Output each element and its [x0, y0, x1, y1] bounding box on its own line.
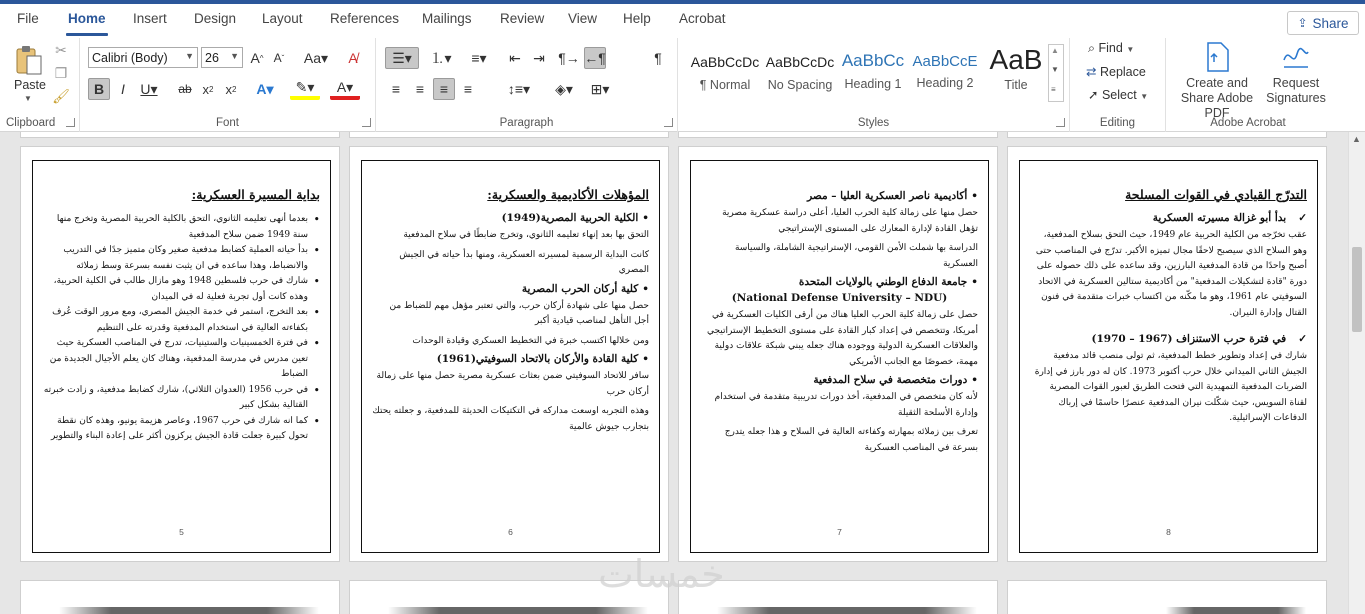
acrobat-group [1166, 38, 1330, 132]
format-painter-icon[interactable]: 🖌 [52, 87, 70, 104]
page-title: بداية المسيرة العسكرية: [191, 187, 320, 202]
vertical-scrollbar[interactable] [1348, 132, 1365, 614]
page-border [1019, 160, 1318, 553]
highlight-button[interactable]: ✎▾ [290, 78, 320, 100]
paste-dropdown-icon[interactable]: ▼ [24, 94, 32, 103]
page-6[interactable] [349, 146, 669, 562]
list-item: • شارك في حرب فلسطين 1948 وهو مازال طالب في الكلية الحربية، وهذه كانت أول تجربة فعلية له في الميدان [43, 274, 320, 305]
chevron-down-icon: ▼ [185, 51, 194, 61]
section-heading: ✓ في فترة حرب الاستنزاف (1967 – 1970) [1030, 333, 1307, 345]
align-left-button[interactable]: ≡ [391, 81, 401, 97]
paragraph: التحق بها بعد إنهاء تعليمه الثانوي، وتخرج ضابطًا في سلاح المدفعية [403, 230, 649, 240]
acrobat-group-label: Adobe Acrobat [1210, 117, 1286, 129]
font-group [80, 38, 376, 132]
shrink-font-button[interactable]: A ˇ [273, 51, 285, 65]
list-item: • كما انه شارك في حرب 1967، وعاصر هزيمة يونيو، وهذه كان نقطة تحول كبيرة جعلت قادة الجيش يركزون أكثر على إعادة البناء والتطوير [43, 414, 320, 445]
page-number: 7 [837, 527, 842, 537]
clipboard-group-label: Clipboard [6, 117, 56, 129]
font-size-value: 26 [205, 50, 219, 65]
editing-group-label: Editing [1099, 117, 1136, 129]
paragraph: وهذه التجربه اوسعت مداركه في التكتيكات الحديثة للمدفعية، و جعلته يحتك بتجارب جيوش عالمية [372, 406, 649, 432]
page-title: المؤهلات الأكاديمية والعسكرية: [487, 187, 649, 202]
watermark-logo: خمسات [598, 552, 725, 596]
paragraph: حصل منها على زمالة كلية الحرب العليا، أعلى دراسة عسكرية مصرية تؤهل القادة لإدارة المعارك على المستوى الإستراتيجي [722, 208, 978, 234]
clipboard-dialog-launcher[interactable] [66, 118, 75, 127]
page-border [361, 160, 660, 553]
tab-design[interactable]: Design [194, 11, 237, 26]
tab-help[interactable]: Help [623, 11, 651, 26]
paste-icon [13, 44, 45, 76]
font-group-label: Font [215, 117, 239, 129]
style-normal-sample: AaBbCcDc [690, 54, 760, 70]
section-heading: • جامعة الدفاع الوطني بالولايات المتحدة [701, 276, 978, 288]
rtl-direction-button[interactable]: ←¶ [584, 47, 606, 69]
style-heading-1-name: Heading 1 [844, 77, 902, 91]
section-heading: • كلية القادة والأركان بالاتحاد السوفيتي(1961) [372, 353, 649, 365]
style-no-spacing[interactable] [763, 44, 837, 102]
styles-group [678, 38, 1070, 132]
tab-insert[interactable]: Insert [133, 11, 167, 26]
page-8[interactable] [1007, 146, 1327, 562]
show-formatting-marks-button[interactable]: ¶ [654, 50, 662, 66]
scroll-up-icon[interactable]: ▲ [1352, 134, 1361, 144]
tab-file[interactable]: File [17, 11, 39, 26]
section-heading: • دورات متخصصة في سلاح المدفعية [701, 374, 978, 386]
align-right-button[interactable]: ≡ [433, 78, 455, 100]
styles-dialog-launcher[interactable] [1056, 118, 1065, 127]
share-label: Share [1312, 15, 1349, 31]
cursor-icon: ➚ [1088, 88, 1099, 102]
clipboard-group [0, 38, 80, 132]
signature-icon [1281, 42, 1311, 72]
style-normal[interactable] [687, 44, 763, 102]
chevron-down-icon: ▼ [1140, 92, 1149, 101]
section-heading: ✓ بدأ أبو غزالة مسيرته العسكرية [1030, 212, 1307, 224]
list-item: • في حرب 1956 (العدوان الثلاثي)، شارك كضابط مدفعية، و زادت خبرته القتالية بشكل كبير [43, 383, 320, 414]
page-row-top-1 [20, 132, 340, 138]
paragraph-group [376, 38, 678, 132]
create-share-pdf-label: Create and Share Adobe PDF [1180, 76, 1254, 120]
copy-icon[interactable]: ❐ [54, 64, 68, 81]
center-button[interactable]: ≡ [415, 81, 425, 97]
bold-button[interactable]: B [88, 78, 110, 100]
font-dialog-launcher[interactable] [362, 118, 371, 127]
line-spacing-button[interactable]: ↕≡▾ [507, 80, 531, 97]
list-item: • بعدما أنهى تعليمه الثانوي، التحق بالكلية الحربية المصرية وتخرج منها سنة 1949 ضمن سلاح المدفعية [43, 212, 320, 243]
style-title[interactable] [981, 44, 1051, 102]
chevron-up-icon[interactable]: ▲ [1051, 46, 1059, 55]
paragraph-dialog-launcher[interactable] [664, 118, 673, 127]
page-9[interactable] [20, 580, 340, 614]
numbering-button[interactable]: ⒈▾ [430, 50, 452, 66]
justify-button[interactable]: ≡ [463, 81, 473, 97]
list-item: • بعد التخرج، استمر في خدمة الجيش المصري، ومع مرور الوقت عُرف بكفاءته العالية في استخدام المدفعية وقدرته على التنظيم [43, 305, 320, 336]
shading-button[interactable]: ◈▾ [555, 80, 573, 97]
paragraph: لأنه كان متخصص في المدفعية، أخذ دورات تدريبية متقدمة في استخدام وإدارة الأسلحة الثقيلة [714, 392, 978, 418]
replace-icon: ⇄ [1086, 65, 1097, 79]
share-button[interactable] [1287, 11, 1359, 35]
paragraph: عقب تخرّجه من الكلية الحربية عام 1949، حيث التحق بسلاح المدفعية، وهو السلاح الذي سيصبح لاحقًا مجال تميزه الأكبر. تدرّج في المناصب حتى أصبح واحدًا من قادة المدفعية البارزين، وقد ساعده على ذلك حصوله على دورة "قادة لتشكيلات المدفعية" من أكاديمية ستالين العسكرية في الاتحاد السوفيتي عام 1961، وهو ما مكّنه من اكتساب خبرات متقدمة في فنون القتال وإدارة النيران. [1035, 230, 1307, 318]
ribbon-tab-bar [0, 0, 1365, 38]
paragraph: الدراسة بها شملت الأمن القومي، الإستراتيجية الشاملة، والسياسة العسكرية [734, 243, 978, 269]
paste-button[interactable] [8, 42, 50, 106]
bullets-button[interactable]: ☰▾ [385, 47, 419, 69]
page-title-partial [717, 607, 977, 614]
paragraph: حصل على زمالة كلية الحرب العليا هناك من أرقى الكليات العسكرية في أمريكا، وتتخصص في إعداد كبار القادة على مستوى التخطيط الإستراتيجي والعلاقات العسكرية الدولية ووجوده هناك جعله يبني شبكة علاقات دولية مهمة، خصوصًا مع الجانب الأمريكي [706, 310, 978, 367]
list-item: • في فترة الخمسينيات والستينيات، تدرج في المناصب العسكرية حيث تعين مدرس في مدرسة المدفعية، وهناك كان يعلم الأجيال الجديدة من الضباط [43, 336, 320, 383]
borders-button[interactable]: ⊞▾ [590, 80, 610, 97]
style-heading-1-sample: AaBbCc [841, 51, 905, 70]
paragraph: حصل منها على شهادة أركان حرب، والتي تعتبر مؤهل مهم للضباط من أجل التأهل لمناصب قيادية أكبر [389, 300, 649, 326]
page-border [690, 160, 989, 553]
styles-group-label: Styles [857, 117, 890, 129]
page-5[interactable] [20, 146, 340, 562]
font-size-combo[interactable] [201, 47, 243, 68]
page-number: 8 [1166, 527, 1171, 537]
list-item: • بدأ حياته العملية كضابط مدفعية صغير وكان متميز جدًا في التدريب والانضباط، وهذا ساعده في ان يثبت نفسه بسرعة وسط زملائه [43, 243, 320, 274]
tab-review[interactable]: Review [500, 11, 545, 26]
page-row-top-3 [678, 132, 998, 138]
page-title-partial [1166, 607, 1306, 614]
tab-acrobat[interactable]: Acrobat [679, 11, 726, 26]
styles-gallery [687, 44, 1055, 102]
section-subheading: (National Defense University – NDU) [731, 292, 948, 304]
tab-layout[interactable]: Layout [262, 11, 303, 26]
create-share-pdf-button[interactable] [1171, 42, 1263, 120]
search-icon: ⌕ [1088, 41, 1096, 55]
share-icon: ⇪ [1297, 16, 1308, 30]
text-effects-button[interactable]: A▾ [256, 80, 274, 97]
page-title-partial [59, 607, 319, 614]
underline-button[interactable]: U▾ [140, 80, 158, 97]
paste-label: Paste [14, 78, 46, 92]
style-normal-name: ¶ Normal [699, 78, 751, 92]
paragraph: كانت البداية الرسمية لمسيرته العسكرية، ومنها بدأ حياته في الجيش المصري [399, 249, 649, 275]
page-row-top-4 [1007, 132, 1327, 138]
style-no-spacing-sample: AaBbCcDc [765, 54, 835, 70]
paragraph: تعرف بين زملائه بمهارته وكفاءته العالية في السلاح و هذا جعله يتدرج بسرعة في المناصب العسكرية [724, 427, 978, 453]
scroll-thumb[interactable] [1352, 247, 1362, 332]
section-heading: • الكلية الحربية المصرية(1949) [372, 212, 649, 224]
tab-home[interactable]: Home [68, 11, 106, 26]
replace-label: Replace [1099, 65, 1146, 79]
pdf-file-icon [1205, 42, 1231, 72]
select-label: Select [1101, 88, 1137, 102]
bullet-list [43, 212, 320, 445]
tab-mailings[interactable]: Mailings [422, 11, 472, 26]
italic-button[interactable]: I [121, 81, 125, 97]
editing-group [1070, 38, 1166, 132]
paragraph: سافر للاتحاد السوفيتي ضمن بعثات عسكرية مصرية حصل منها على زمالة أركان حرب [376, 371, 649, 397]
ribbon [0, 38, 1365, 132]
cut-icon[interactable]: ✂ [55, 41, 67, 58]
more-styles-icon[interactable]: ≡ [1051, 85, 1056, 94]
style-heading-1[interactable] [837, 44, 909, 102]
clear-formatting-icon[interactable]: A̸ [348, 50, 358, 66]
select-button[interactable] [1088, 87, 1148, 102]
page-border [32, 160, 331, 553]
replace-button[interactable] [1086, 64, 1146, 79]
tab-view[interactable]: View [568, 11, 598, 26]
tab-references[interactable]: References [330, 11, 400, 26]
chevron-down-icon: ▼ [1126, 45, 1135, 54]
page-row-top-2 [349, 132, 669, 138]
section-heading: • أكاديمية ناصر العسكرية العليا – مصر [701, 190, 978, 202]
style-no-spacing-name: No Spacing [767, 78, 833, 92]
paragraph: شارك في إعداد وتطوير خطط المدفعية، ثم تولى منصب قائد مدفعية الجيش الثاني الميداني خلال حرب أكتوبر 1973. كان له دور بارز في إدارة الضربات المدفعية التمهيدية التي فتحت الطريق لعبور القوات المصرية لقناة السويس، حيث شكّلت نيران المدفعية عنصرًا حاسمًا في إرباك الدفاعات الإسرائيلية. [1034, 351, 1307, 423]
page-title-partial [388, 607, 648, 614]
grow-font-button[interactable]: A ^ [250, 50, 264, 66]
find-button[interactable] [1088, 41, 1134, 56]
page-title: التدرّج القيادي في القوات المسلحة [1125, 187, 1307, 202]
request-signatures-label: Request Signatures [1266, 76, 1326, 105]
find-label: Find [1098, 41, 1123, 55]
chevron-down-icon: ▼ [230, 51, 239, 61]
style-title-sample: AaB [989, 44, 1043, 75]
request-signatures-button[interactable] [1266, 42, 1326, 108]
subscript-button[interactable]: x 2 [202, 81, 214, 97]
paragraph-group-label: Paragraph [499, 117, 554, 129]
page-11[interactable] [678, 580, 998, 614]
section-heading: • كلية أركان الحرب المصرية [372, 283, 649, 295]
superscript-button[interactable]: x 2 [225, 81, 237, 97]
chevron-down-icon[interactable]: ▼ [1051, 65, 1059, 74]
decrease-indent-button[interactable]: ⇤ [509, 49, 521, 66]
page-number: 5 [179, 527, 184, 537]
page-12[interactable] [1007, 580, 1327, 614]
styles-scroll [1048, 44, 1064, 102]
paragraph: ومن خلالها اكتسب خبرة في التخطيط العسكري وقيادة الوحدات [412, 335, 649, 346]
ltr-direction-button[interactable]: ¶→ [558, 50, 580, 66]
increase-indent-button[interactable]: ⇥ [533, 49, 545, 66]
page-number: 6 [508, 527, 513, 537]
style-heading-2-sample: AaBbCcE [912, 53, 978, 70]
font-color-button[interactable]: A▾ [330, 78, 360, 100]
font-name-value: Calibri (Body) [92, 50, 168, 65]
style-title-name: Title [1004, 78, 1028, 92]
style-heading-2[interactable] [909, 44, 981, 102]
font-name-combo[interactable] [88, 47, 198, 68]
page-7[interactable] [678, 146, 998, 562]
change-case-button[interactable]: Aa▾ [303, 49, 329, 66]
document-canvas[interactable] [0, 132, 1348, 614]
multilevel-list-button[interactable]: ≡▾ [471, 49, 487, 66]
strikethrough-button[interactable]: ab [178, 82, 192, 96]
style-heading-2-name: Heading 2 [916, 76, 974, 90]
